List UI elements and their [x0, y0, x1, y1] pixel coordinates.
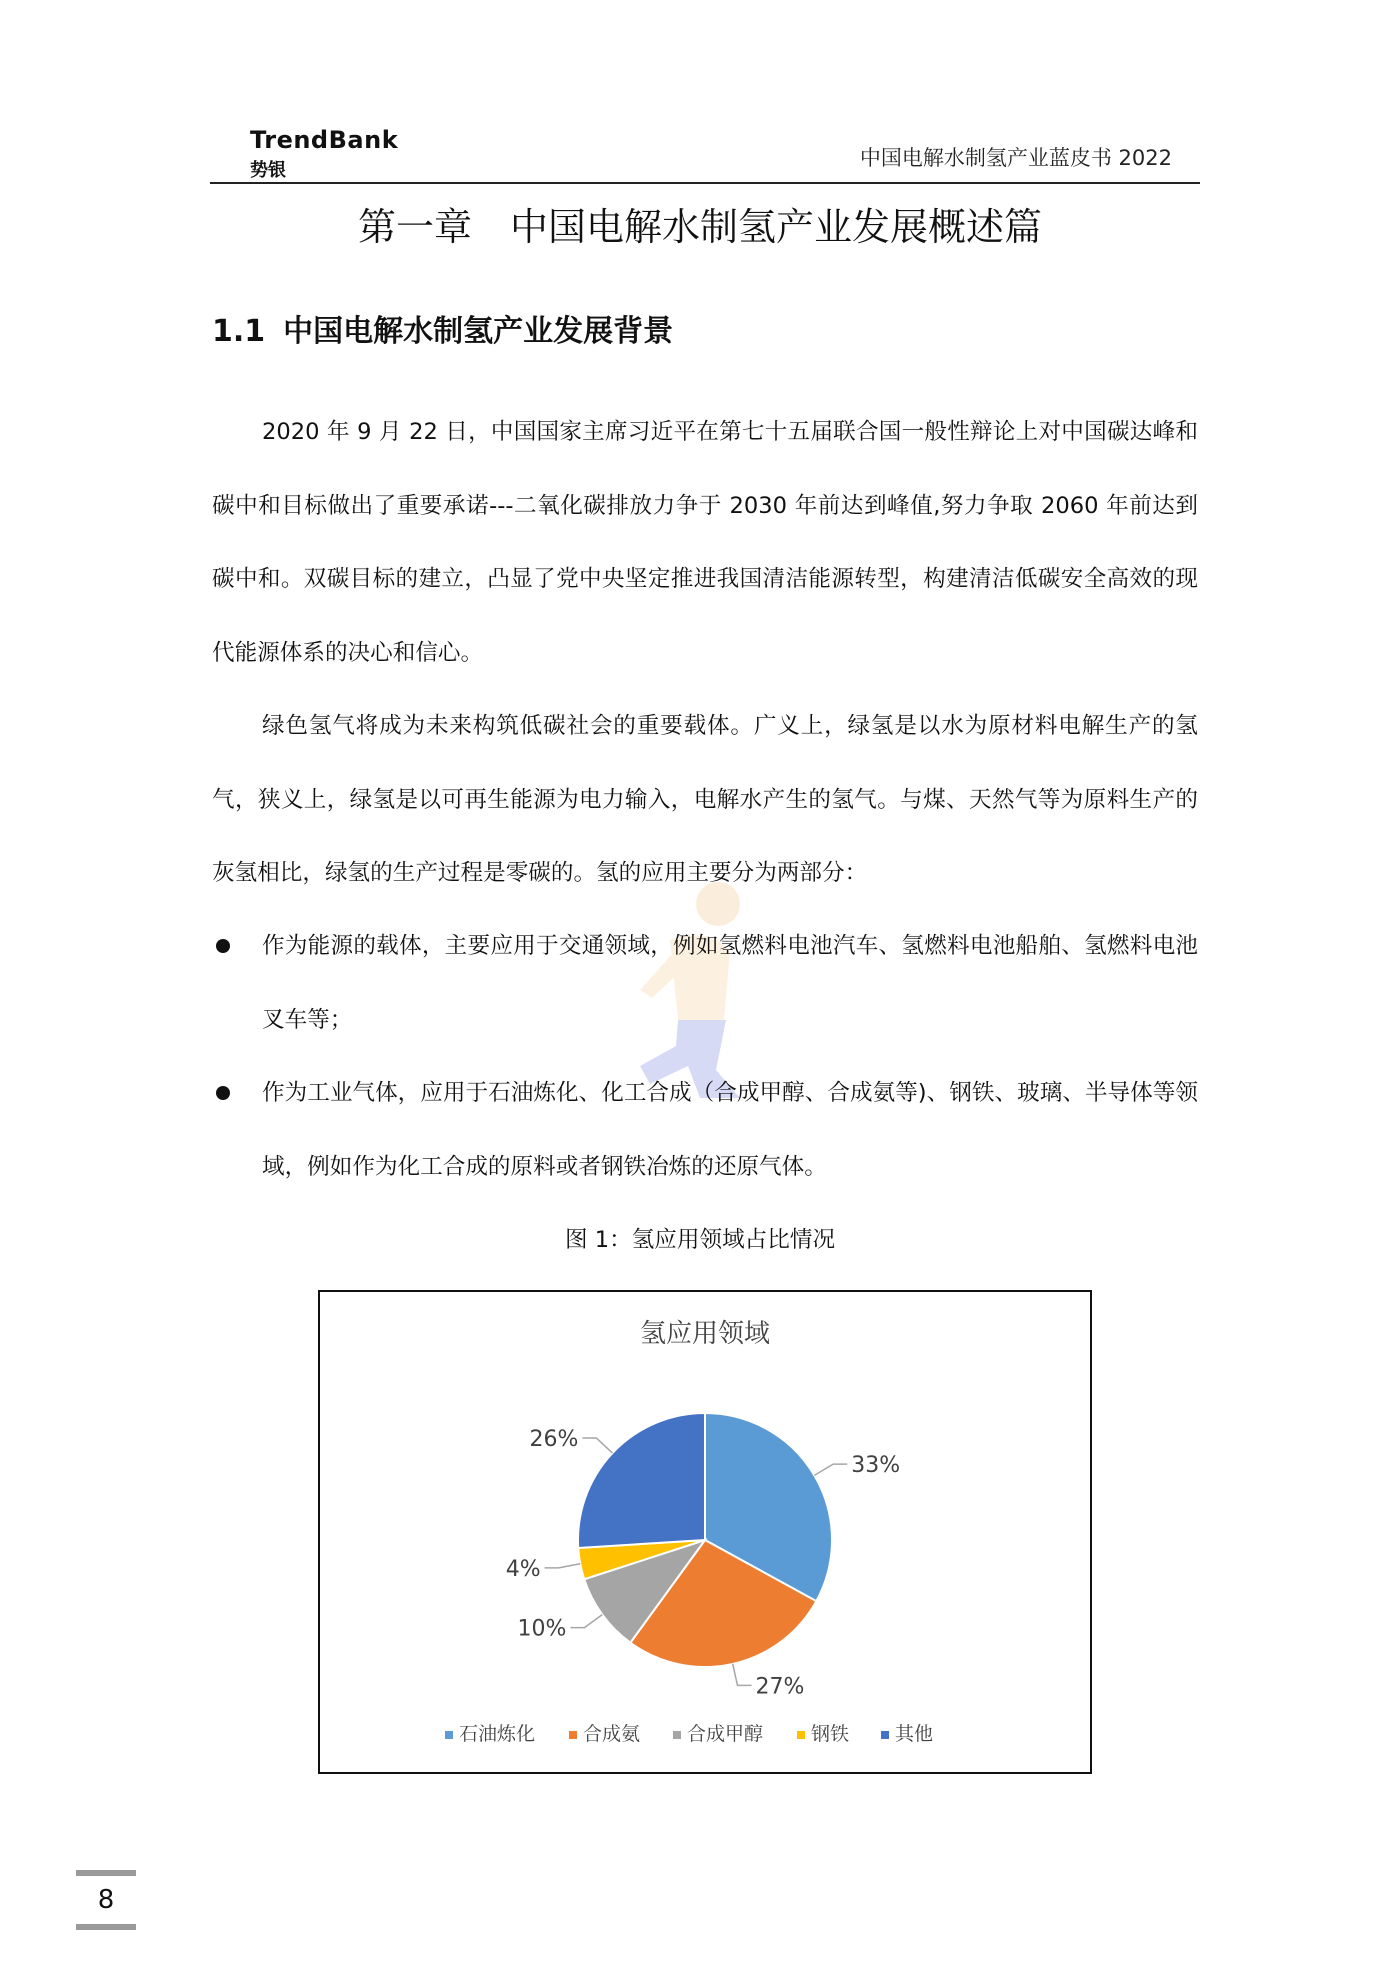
- legend-swatch: [881, 1731, 889, 1739]
- header-divider: [210, 182, 1200, 184]
- chart-title: 氢应用领域: [639, 1319, 771, 1349]
- logo-text-cn: 势银: [250, 160, 286, 181]
- page-number-bar-bottom: [76, 1924, 136, 1930]
- legend-swatch: [797, 1731, 805, 1739]
- leader-line: [545, 1564, 581, 1568]
- leader-line: [570, 1615, 602, 1628]
- legend-entry: 合成氨: [583, 1723, 641, 1745]
- pie-chart-frame: [318, 1290, 1092, 1774]
- leader-line: [814, 1464, 847, 1475]
- brand-logo: [250, 126, 398, 182]
- page-number-block: [76, 1870, 136, 1930]
- legend-entry: 合成甲醇: [687, 1723, 764, 1745]
- report-title: 中国电解水制氢产业蓝皮书 2022: [859, 146, 1172, 170]
- data-label: 4%: [505, 1556, 541, 1582]
- paragraph-2: 绿色氢气将成为未来构筑低碳社会的重要载体。广义上，绿氢是以水为原材料电解生产的氢气，狭义上，绿氢是以可再生能源为电力输入，电解水产生的氢气。与煤、天然气等为原料生产的灰氢相比，绿氢的生产过程是零碳的。氢的应用主要分为两部分：: [212, 713, 1198, 886]
- legend-swatch: [673, 1731, 681, 1739]
- legend-entry: 其他: [895, 1723, 934, 1745]
- figure-caption: 图 1：氢应用领域占比情况: [564, 1227, 836, 1253]
- logo-text-en: TrendBank: [250, 126, 399, 154]
- section-heading: [212, 306, 673, 350]
- list-item: [212, 1057, 1198, 1204]
- bullet-dot-icon: [216, 939, 230, 953]
- paragraph-1: 2020 年 9 月 22 日，中国国家主席习近平在第七十五届联合国一般性辩论上对中国碳达峰和碳中和目标做出了重要承诺---二氧化碳排放力争于 2030 年前达到峰值,努力争取 2060 年前达到碳中和。双碳目标的建立，凸显了党中央坚定推进我国清洁能源转型，构建清洁低碳安全高效的现代能源体系的决心和信心。: [212, 419, 1198, 666]
- bullet-text-1: 作为能源的载体，主要应用于交通领域，例如氢燃料电池汽车、氢燃料电池船舶、氢燃料电池叉车等；: [262, 933, 1198, 1033]
- bullet-list: [212, 910, 1198, 1204]
- data-label: 26%: [529, 1427, 579, 1453]
- section-title-text: 中国电解水制氢产业发展背景: [283, 314, 674, 349]
- legend-swatch: [445, 1731, 453, 1739]
- data-label: 27%: [755, 1674, 805, 1700]
- bullet-text-2: 作为工业气体，应用于石油炼化、化工合成（合成甲醇、合成氨等)、钢铁、玻璃、半导体等领域，例如作为化工合成的原料或者钢铁冶炼的还原气体。: [262, 1080, 1198, 1180]
- legend-entry: 钢铁: [811, 1723, 850, 1745]
- chapter-title: 第一章 中国电解水制氢产业发展概述篇: [357, 205, 1042, 249]
- pie-chart: [320, 1292, 1090, 1772]
- legend-entry: 石油炼化: [459, 1723, 536, 1745]
- data-label: 33%: [851, 1453, 901, 1479]
- leader-line: [582, 1438, 612, 1453]
- list-item: [212, 910, 1198, 1057]
- slice-other: [578, 1413, 705, 1548]
- section-number: 1.1: [212, 314, 266, 349]
- page-number: 8: [97, 1885, 115, 1915]
- data-label: 10%: [517, 1616, 567, 1642]
- bullet-dot-icon: [216, 1086, 230, 1100]
- legend-swatch: [569, 1731, 577, 1739]
- leader-line: [733, 1664, 752, 1685]
